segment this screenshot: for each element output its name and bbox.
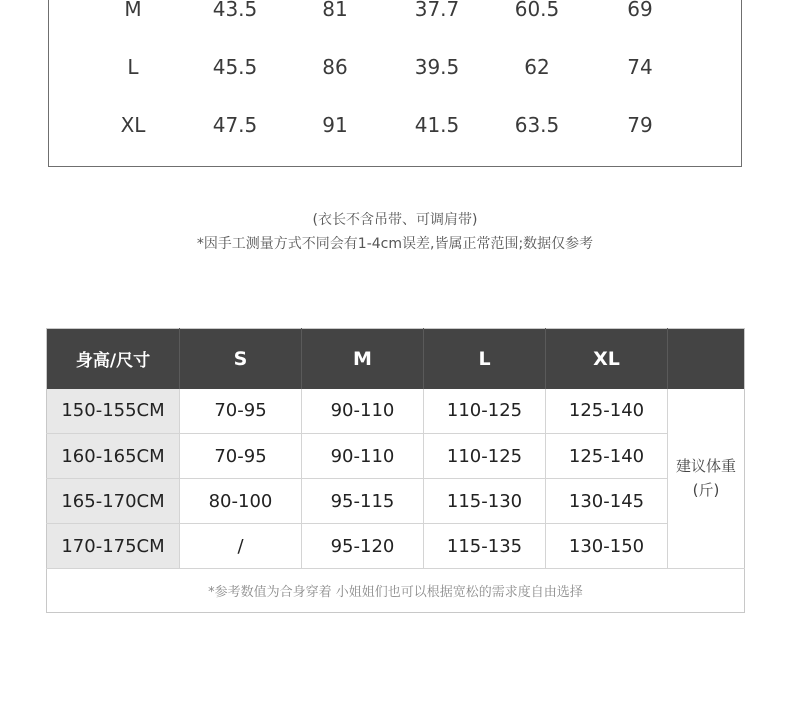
weight-cell: 115-135 xyxy=(424,524,546,569)
weight-cell: / xyxy=(180,524,302,569)
table-row xyxy=(49,110,741,140)
table-header-row xyxy=(47,329,745,389)
table-cell: 41.5 xyxy=(414,113,460,137)
suggested-weight-label xyxy=(668,389,745,569)
header-s: S xyxy=(180,329,302,389)
weight-cell: 95-115 xyxy=(302,479,424,524)
weight-cell: 110-125 xyxy=(424,434,546,479)
size-label: XL xyxy=(120,113,146,137)
header-blank xyxy=(668,329,745,389)
weight-cell: 80-100 xyxy=(180,479,302,524)
table-cell: 43.5 xyxy=(212,0,258,21)
note-line-2: *因手工测量方式不同会有1-4cm误差,皆属正常范围;数据仅参考 xyxy=(196,236,594,252)
table-cell: 69 xyxy=(627,0,653,21)
weight-cell: 70-95 xyxy=(180,434,302,479)
table-row xyxy=(47,524,745,569)
table-row xyxy=(49,0,741,24)
side-label-line-2: (斤) xyxy=(692,481,720,500)
weight-cell: 90-110 xyxy=(302,389,424,434)
note-line-1: (衣长不含吊带、可调肩带) xyxy=(312,212,478,228)
weight-cell: 115-130 xyxy=(424,479,546,524)
table-cell: 62 xyxy=(524,55,550,79)
measurement-table xyxy=(48,0,742,167)
header-l: L xyxy=(424,329,546,389)
header-height-size: 身高/尺寸 xyxy=(47,329,180,389)
table-row xyxy=(47,434,745,479)
table-cell: 81 xyxy=(322,0,348,21)
weight-cell: 95-120 xyxy=(302,524,424,569)
size-label: L xyxy=(127,55,139,79)
height-cell: 165-170CM xyxy=(47,479,180,524)
header-m: M xyxy=(302,329,424,389)
weight-cell: 125-140 xyxy=(546,389,668,434)
table-cell: 45.5 xyxy=(212,55,258,79)
weight-table xyxy=(46,328,745,613)
table-cell: 63.5 xyxy=(514,113,560,137)
measurement-notes xyxy=(0,208,790,256)
weight-cell: 130-150 xyxy=(546,524,668,569)
table-row xyxy=(49,52,741,82)
table-cell: 79 xyxy=(627,113,653,137)
table-cell: 91 xyxy=(322,113,348,137)
size-label: M xyxy=(124,0,142,21)
table-row xyxy=(47,479,745,524)
height-cell: 170-175CM xyxy=(47,524,180,569)
header-xl: XL xyxy=(546,329,668,389)
weight-cell: 90-110 xyxy=(302,434,424,479)
table-cell: 37.7 xyxy=(414,0,460,21)
weight-cell: 70-95 xyxy=(180,389,302,434)
side-label-line-1: 建议体重 xyxy=(675,457,736,476)
weight-cell: 130-145 xyxy=(546,479,668,524)
height-cell: 150-155CM xyxy=(47,389,180,434)
table-cell: 60.5 xyxy=(514,0,560,21)
table-cell: 74 xyxy=(627,55,653,79)
height-cell: 160-165CM xyxy=(47,434,180,479)
weight-cell: 125-140 xyxy=(546,434,668,479)
table-cell: 47.5 xyxy=(212,113,258,137)
table-row xyxy=(47,389,745,434)
weight-cell: 110-125 xyxy=(424,389,546,434)
table-cell: 39.5 xyxy=(414,55,460,79)
table-footer-row xyxy=(47,569,745,613)
table-cell: 86 xyxy=(322,55,348,79)
table-footnote: *参考数值为合身穿着 小姐姐们也可以根据宽松的需求度自由选择 xyxy=(208,585,583,600)
